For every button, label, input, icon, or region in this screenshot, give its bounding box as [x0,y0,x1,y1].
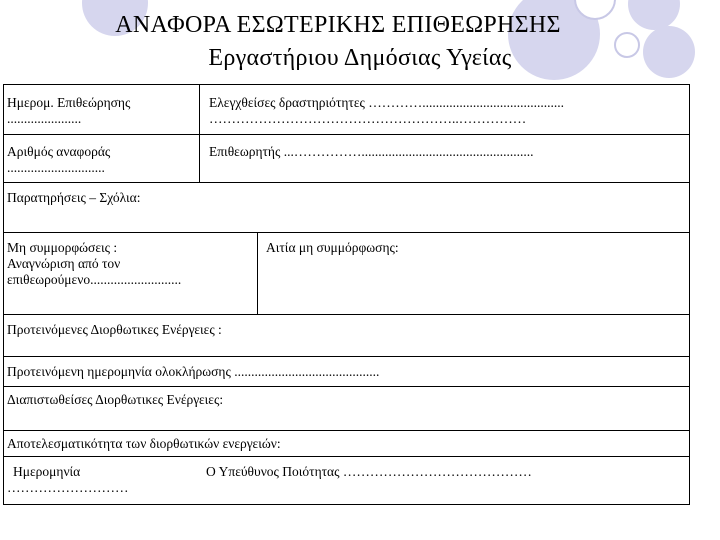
activities-value-line2: ………………………………………………..…………… [209,111,527,126]
form-row-proposed-actions [4,315,689,357]
nonconformity-field[interactable] [7,240,181,288]
nonconformity-cause-label[interactable]: Αιτία μη συμμόρφωσης: [266,240,399,255]
proposed-date-value: ........................................... [234,364,380,379]
nonconformity-label: Μη συμμορφώσεις : [7,240,118,255]
inspection-date-value: ...................... [7,111,82,126]
form-row-proposed-date [4,357,689,387]
report-number-label: Αριθμός αναφοράς [7,144,111,159]
column-divider [257,233,258,314]
proposed-date-field[interactable] [7,364,379,380]
date-label: Ημερομηνία [13,464,81,479]
observations-label[interactable]: Παρατηρήσεις – Σχόλια: [7,190,141,205]
activities-label: Ελεγχθείσες δραστηριότητες [209,95,365,110]
date-value: ……………………… [7,480,129,495]
form-row-verified-actions [4,387,689,431]
quality-manager-label: Ο Υπεύθυνος Ποιότητας [206,464,340,479]
effectiveness-label[interactable]: Αποτελεσματικότητα των διορθωτικών ενεργειών: [7,436,281,451]
inspection-report-form [3,84,690,505]
activities-field[interactable] [209,95,564,127]
report-number-value: ............................. [7,160,105,175]
activities-value: ………….......................................... [368,95,564,110]
column-divider [199,135,200,182]
proposed-actions-label[interactable]: Προτεινόμενες Διορθωτικες Ενέργειες : [7,322,222,337]
inspector-label: Επιθεωρητής [209,144,281,159]
quality-manager-value: …………………………………… [342,464,532,479]
report-number-field[interactable] [7,144,110,176]
verified-actions-label[interactable]: Διαπιστωθείσες Διορθωτικες Ενέργειες: [7,392,224,407]
form-row-report-number [4,135,689,183]
proposed-date-label: Προτεινόμενη ημερομηνία ολοκλήρωσης [7,364,231,379]
form-row-nonconformities [4,233,689,315]
form-row-inspection-date [4,85,689,135]
inspector-value: ...……………................................................... [283,144,534,159]
date-field[interactable] [7,464,129,496]
form-row-signature [4,457,689,506]
inspection-date-label: Ημερομ. Επιθεώρησης [7,95,131,110]
nonconformity-ack-value: επιθεωρούμενο........................... [7,272,182,287]
document-subtitle: Εργαστήριου Δημόσιας Υγείας [208,45,512,71]
nonconformity-ack-label: Αναγνώριση από τον [7,256,121,271]
form-row-effectiveness [4,431,689,457]
form-row-observations [4,183,689,233]
quality-manager-field[interactable] [206,464,532,480]
column-divider [199,85,200,134]
document-title: ΑΝΑΦΟΡΑ ΕΣΩΤΕΡΙΚΗΣ ΕΠΙΘΕΩΡΗΣΗΣ [115,12,561,38]
inspector-field[interactable] [209,144,533,160]
inspection-date-field[interactable] [7,95,130,127]
